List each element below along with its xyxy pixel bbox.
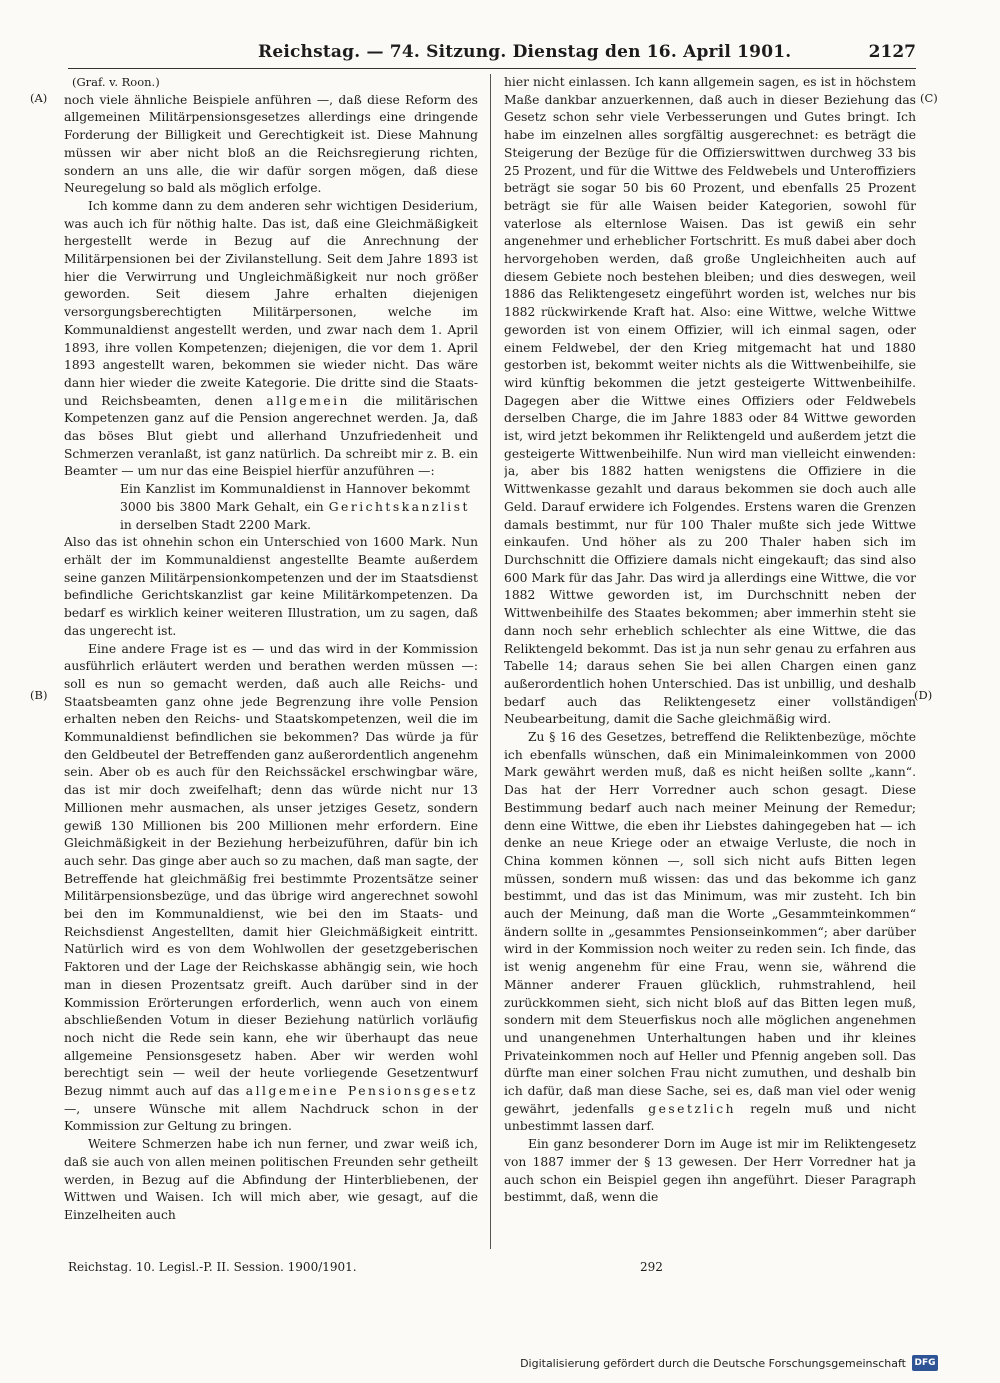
left-paragraph-2-text: Ich komme dann zu dem anderen sehr wichtigen Desiderium, was auch ich für nöthig halte. Das ist, daß eine Gleichmäßigkeit hergestellt werde in Bezug auf die Anrechnung der Militärpensionen bei der Zivilanstellung. Seit dem Jahre 1893 ist hier die Verwirrung und Ungleichmäßigkeit nur noch größer geworden. Seit diesem Jahre erhalten diejenigen versorgungsberechtigten Militärpersonen, welche im Kommunaldienst angestellt werden, und zwar nach dem 1. April 1893, ihre vollen Kompetenzen; diejenigen, die vor dem 1. April 1893 angestellt waren, bekommen sie wieder nicht. Das wäre dann hier wieder die zweite Kategorie. Die dritte sind die Staats- und Reichsbeamten, denen [64,198,478,408]
page-header [68,38,916,69]
right-column [504,74,916,1254]
left-paragraph-2-rest: die militärischen Kompetenzen ganz auf die Pension angerechnet werden. Ja, daß das böses Blut giebt und allerhand Unzufriedenheit und Schmerzen veranlaßt, ist ganz natürlich. Da schreibt mir z. B. ein Beamter — um nur das eine Beispiel hierfür anzuführen —: [64,393,478,479]
emphasis-pensionsgesetz: allgemeine Pensionsgesetz [245,1084,478,1099]
letter-quote [120,481,470,534]
footer-sheet-number: 292 [640,1260,663,1274]
emphasis-gerichtskanzlist: Gerichtskanzlist [328,499,470,514]
right-paragraph-1: hier nicht einlassen. Ich kann allgemein sagen, es ist in höchstem Maße dankbar anzuerkennen, daß auch in dieser Beziehung das Gesetz schon sehr viele Verbesserungen und Gutes bringt. Ich habe im einzelnen alles sorgfältig ausgerechnet: es beträgt die Steigerung der Bezüge für die Offizierswittwen durchweg 33 bis 25 Prozent, und für die Wittwe des Feldwebels und Unteroffiziers beträgt sie sogar 50 bis 60 Prozent, und ebenfalls 25 Prozent beträgt sie für alle Waisen beider Kategorien, sowohl für vaterlose als elternlose Waisen. Das ist gewiß ein sehr angenehmer und erheblicher Fortschritt. Es muß dabei aber doch hervorgehoben werden, daß große Ungleichheiten auch auf diesem Gebiete noch bestehen bleiben; und dies deswegen, weil 1886 das Reliktengesetz eingeführt worden ist, welches nur bis 1882 rückwirkende Kraft hat. Also: eine Wittwe, welche Wittwe geworden ist von einem Offizier, will ich einmal sagen, oder einem Feldwebel, der den Krieg mitgemacht hat und 1880 gestorben ist, bekommt weiter nichts als die Wittwenbeihilfe, sie wird künftig bekommen die jetzt gesteigerte Wittwenbeihilfe. Dagegen aber die Wittwe eines Offiziers oder Feldwebels derselben Charge, die im Jahre 1883 oder 84 Wittwe geworden ist, wird jetzt bekommen ihr Reliktengeld und außerdem jetzt die gesteigerte Wittwenbeihilfe. Nun wird man vielleicht einwenden: ja, aber bis 1882 hatten wenigstens die Offiziere in die Wittwenkasse gezahlt und daraus bekommen sie doch auch alle Geld. Darauf erwidere ich Folgendes. Erstens waren die Grenzen damals bestimmt, nur für 100 Thaler mußte sich jede Wittwe einkaufen. Und höher als zu 200 Thaler haben sich im Durchschnitt die Offiziere damals nicht eingekauft; das sind also 600 Mark für das Jahr. Das wird ja allerdings eine Wittwe, die vor 1882 Wittwe geworden ist, im Durchschnitt neben der Wittwenbeihilfe des Staates bekommen; aber immerhin steht sie dann noch sehr erheblich schlechter als eine Wittwe, die das Reliktengeld bekommt. Das ist ja nun sehr genau zu erfahren aus Tabelle 14; daraus sehen Sie bei allen Chargen einen ganz außerordentlich hohen Unterschied. Das ist unbillig, und deshalb bedarf auch das Reliktengesetz einer vollständigen Neubearbeitung, damit die Sache gleichmäßig wird. [504,75,916,727]
left-column [64,74,478,1254]
left-paragraph-1: noch viele ähnliche Beispiele anführen —, daß diese Reform des allgemeinen Militärpensionsgesetzes allerdings eine dringende Forderung der Billigkeit und Gerechtigkeit ist. Diese Mahnung müssen wir aber nicht bloß an die Reichsregierung richten, sondern an uns alle, die wir dafür sorgen mögen, daß diese Neuregelung so bald als möglich erfolge. [64,92,478,196]
left-paragraph-4-text: Eine andere Frage ist es — und das wird in der Kommission ausführlich erläutert werden und berathen werden müssen —: soll es nun so gemacht werden, daß auch alle Reichs- und Staatsbeamten ganz ohne jede Begrenzung ihre volle Pension erhalten neben den Reichs- und Staatskompetenzen, weil die im Kommunaldienst befindlichen sie bekommen? Das würde ja für den Geldbeutel der Betreffenden ganz außerordentlich angenehm sein. Aber ob es auch für den Reichssäckel erschwingbar wäre, das ist mir doch zweifelhaft; denn das würde nicht nur 13 Millionen mehr ausmachen, als unser jetziges Gesetz, sondern gewiß 130 Millionen bis 200 Millionen mehr erfordern. Eine Gleichmäßigkeit in der Beziehung herbeizuführen, dafür bin ich auch sehr. Das ginge aber auch so zu machen, daß man sagte, der Betreffende hat gleichmäßig frei bestimmte Prozentsätze seiner Militärpensionsbezüge, und das übrige wird angerechnet sowohl bei den im Kommunaldienst, wie bei den im Staats- und Reichsdienst Angestellten, damit hier Gleichmäßigkeit eintritt. Natürlich wird es von dem Wohlwollen der gesetzgeberischen Faktoren und der Lage der Reichskasse abhängig sein, wie hoch man in diesen Prozentsatz greift. Auch darüber sind in der Kommission Erörterungen erforderlich, wenn auch von einem abschließenden Votum in dieser Beziehung natürlich vorläufig noch nicht die Rede sein kann, ehe wir überhaupt das neue allgemeine Pensionsgesetz haben. Aber wir werden wohl berechtigt sein — weil der heute vorliegende Gesetzentwurf Bezug nimmt auch auf das [64,641,478,1099]
speaker-attribution: (Graf. v. Roon.) [72,75,160,89]
dfg-logo-icon: DFG [912,1355,938,1371]
right-paragraph-3: Ein ganz besonderer Dorn im Auge ist mir im Reliktengesetz von 1887 immer der § 13 gewesen. Der Herr Vorredner hat ja auch schon ein Beispiel gegen ihn angeführt. Dieser Paragraph bestimmt, daß, wenn die [504,1137,916,1205]
left-paragraph-2 [64,198,478,481]
left-paragraph-4 [64,641,478,1137]
right-paragraph-2 [504,729,916,1136]
footer-session-info: Reichstag. 10. Legisl.-P. II. Session. 1900/1901. [68,1260,357,1274]
margin-letter-c: (C) [920,91,938,105]
left-paragraph-3: Also das ist ohnehin schon ein Unterschied von 1600 Mark. Nun erhält der im Kommunaldienst angestellte Beamte außerdem seine ganzen Militärpensionkompetenzen und der im Staatsdienst befindliche Gerichtskanzlist gar keine Militärkompetenzen. Da bedarf es wirklich keiner weiteren Illustration, um zu sagen, daß das ungerecht ist. [64,535,478,638]
right-paragraph-2-text: Zu § 16 des Gesetzes, betreffend die Reliktenbezüge, möchte ich ebenfalls wünschen, daß ein Minimaleinkommen von 2000 Mark gewährt werden muß, daß es nicht heißen sollte „kann“. Das hat der Herr Vorredner auch schon gesagt. Diese Bestimmung bedarf auch nach meiner Meinung der Remedur; denn eine Wittwe, die eben ihr Liebstes dahingegeben hat — ich denke an neue Kriege oder an etwaige Verluste, die noch in China kommen können —, soll sich nicht aufs Bitten legen müssen, sondern muß wissen: das und das bekomme ich ganz bestimmt, und das ist das Minimum, was mir zusteht. Ich bin auch der Meinung, daß man die Worte „Gesammteinkommen“ ändern sollte in „gesammtes Pensionseinkommen“; aber darüber wird in der Kommission noch weiter zu reden sein. Ich finde, das ist wenig angenehm für eine Frau, wenn sie, während die Männer anderer Frauen glücklich, ruhmstrahlend, heil zurückkommen sieht, sich nicht bloß auf das Bitten legen muß, sondern mit dem Steuerfiskus noch alle möglichen angenehmen und unangenehmen Unterhaltungen haben und ihr kleines Privateinkommen noch auf Heller und Pfennig angeben soll. Das dürfte man einer solchen Frau nicht zumuthen, und deshalb bin ich dafür, daß man diese Sache, sei es, daß man viel oder wenig gewährt, jedenfalls [504,730,916,1116]
quote-text-b: in derselben Stadt 2200 Mark. [120,517,312,532]
page-number: 2127 [868,42,916,62]
column-divider [490,74,491,1249]
left-paragraph-5: Weitere Schmerzen habe ich nun ferner, und zwar weiß ich, daß sie auch von allen meinen politischen Freunden sehr getheilt werden, in Bezug auf die Abfindung der Hinterbliebenen, der Wittwen und Waisen. Ich will mich aber, wie gesagt, auf die Einzelheiten auch [64,1137,478,1222]
margin-letter-b: (B) [30,688,48,702]
right-paragraph-2-rest: regeln muß und nicht unbestimmt lassen darf. [504,1101,916,1134]
margin-letter-d: (D) [914,688,933,702]
margin-letter-a: (A) [30,91,48,105]
emphasis-gesetzlich: gesetzlich [648,1101,737,1116]
emphasis-allgemein: allgemein [266,393,350,408]
left-paragraph-4-rest: —, unsere Wünsche mit allem Nachdruck schon in der Kommission zur Geltung zu bringen. [64,1101,478,1134]
funding-notice [520,1355,938,1371]
running-head: Reichstag. — 74. Sitzung. Dienstag den 16. April 1901. [258,42,792,62]
quote-text-a: Ein Kanzlist im Kommunaldienst in Hannover bekommt 3000 bis 3800 Mark Gehalt, ein [120,482,470,514]
funding-text: Digitalisierung gefördert durch die Deutsche Forschungsgemeinschaft [520,1356,906,1370]
